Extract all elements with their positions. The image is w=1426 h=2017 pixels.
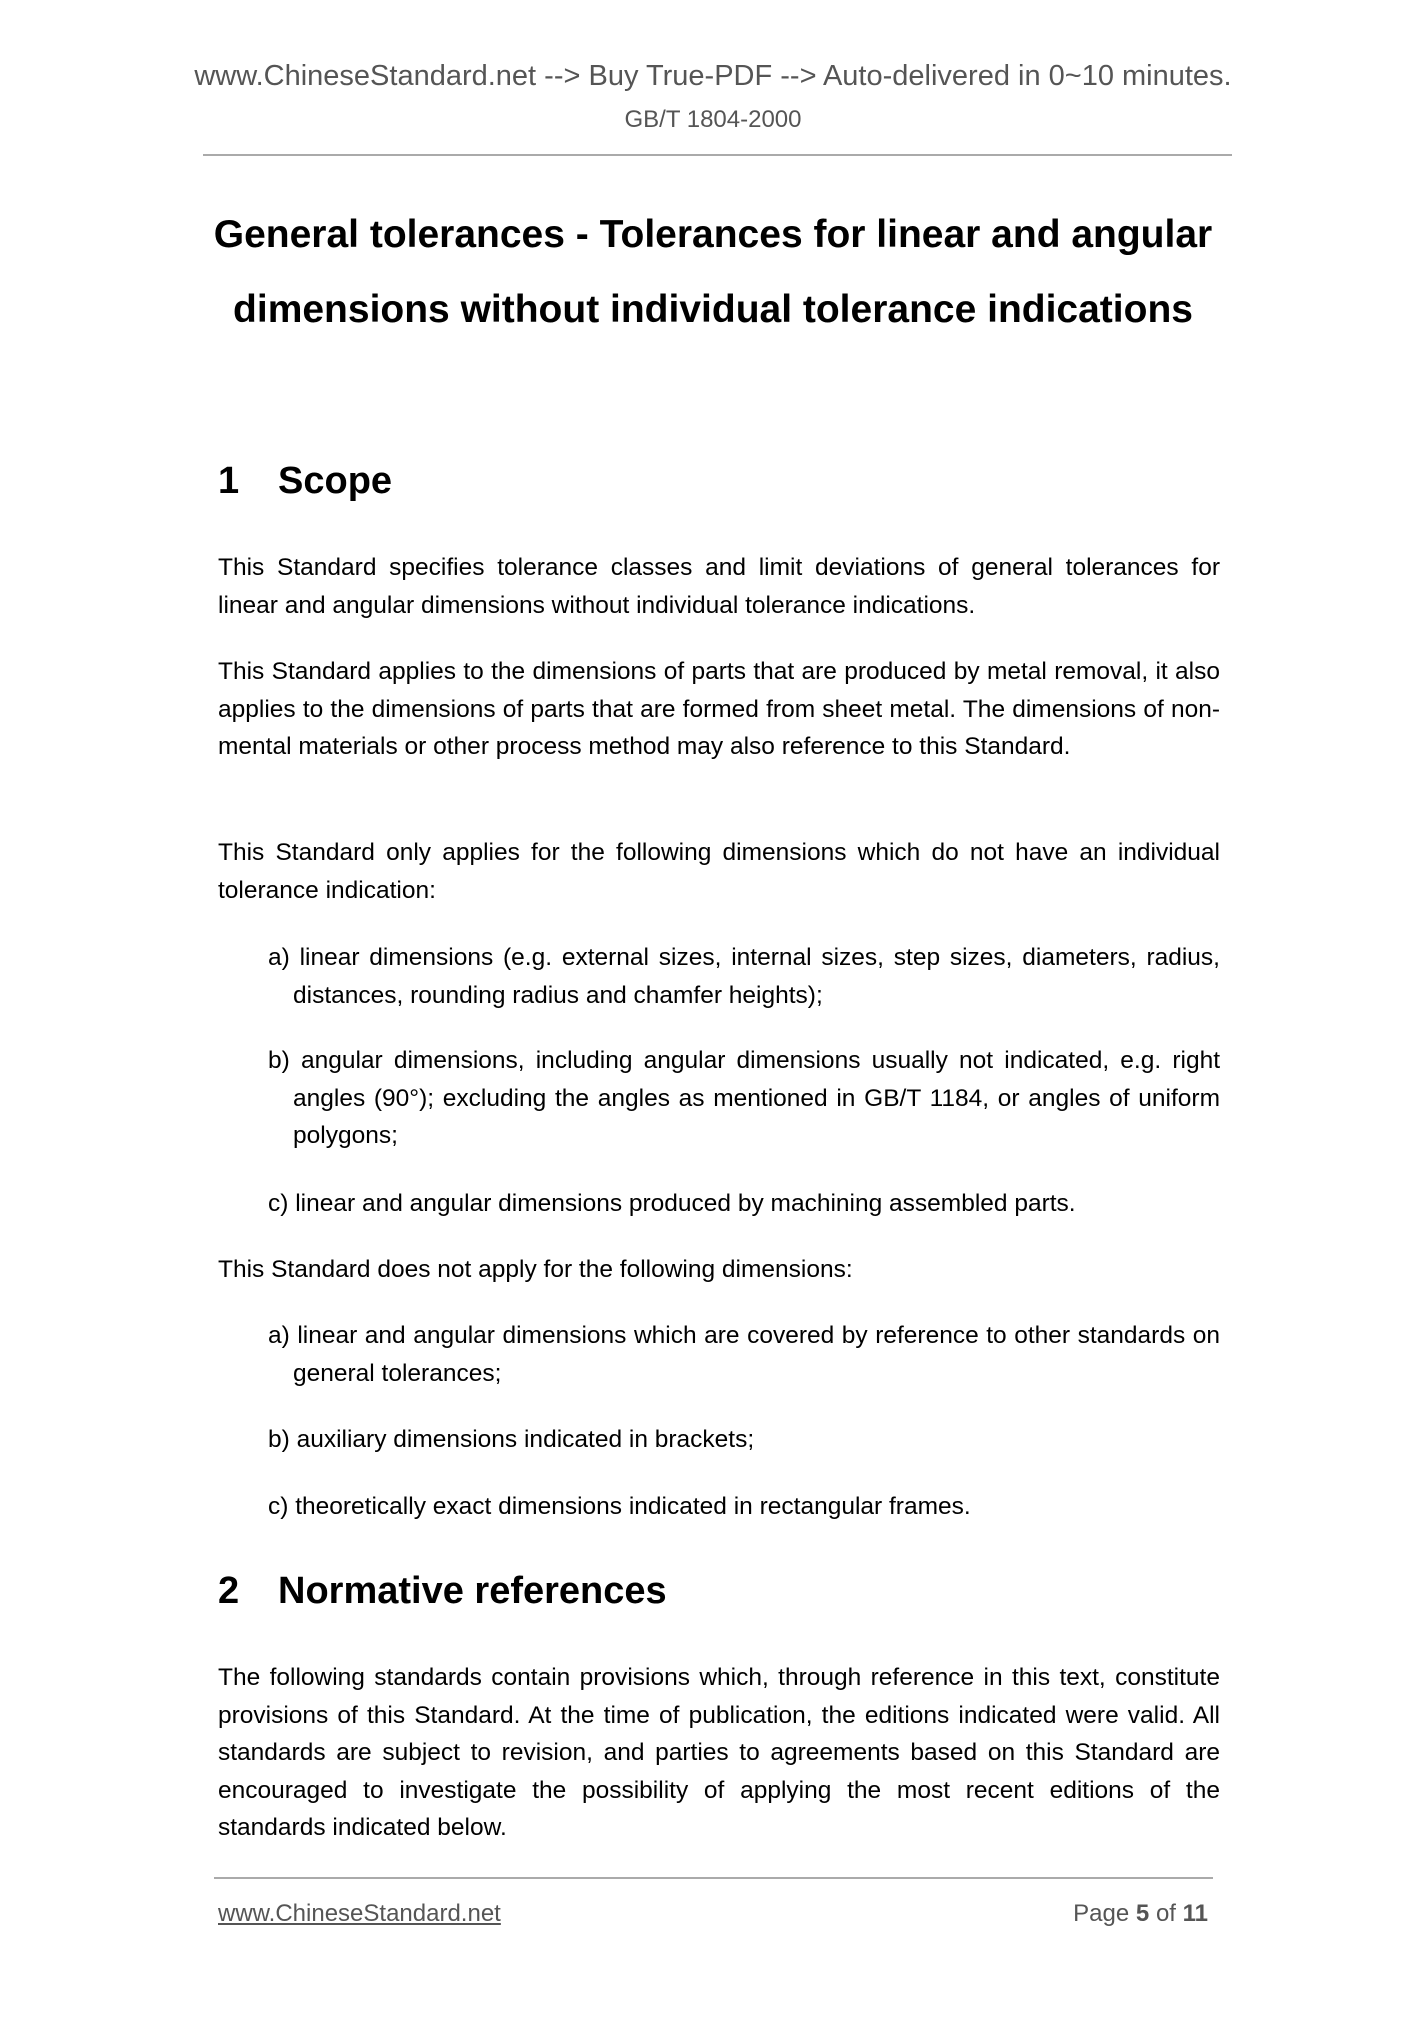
section-number: 1: [218, 460, 240, 502]
section-heading-scope: [218, 460, 392, 503]
section-title: Scope: [278, 460, 393, 502]
list-item: c) theoretically exact dimensions indicated in rectangular frames.: [268, 1493, 971, 1520]
paragraph: This Standard applies to the dimensions of parts that are produced by metal removal, it also applies to the dimensions of parts that are formed from sheet metal. The dimensions of non-mental materials or other process method may also reference to this Standard.: [218, 658, 1220, 761]
page-current: 5: [1135, 1900, 1150, 1927]
section-number: 2: [218, 1570, 240, 1612]
list-item: a) linear dimensions (e.g. external sizes, internal sizes, step sizes, diameters, radius, distances, rounding radius and chamfer heights);: [268, 944, 1220, 1009]
list-item: b) angular dimensions, including angular dimensions usually not indicated, e.g. right angles (90°); excluding the angles as mentioned in GB/T 1184, or angles of uniform polygons;: [268, 1047, 1220, 1150]
footer-link[interactable]: www.ChineseStandard.net: [218, 1900, 501, 1927]
document-title-line1: General tolerances - Tolerances for linear and angular: [213, 213, 1213, 256]
page-prefix: Page: [1073, 1900, 1130, 1927]
paragraph: This Standard only applies for the following dimensions which do not have an individual tolerance indication:: [218, 839, 1220, 904]
list-item: b) auxiliary dimensions indicated in brackets;: [268, 1426, 755, 1453]
page-total: 11: [1182, 1900, 1208, 1927]
section-title: Normative references: [278, 1570, 667, 1612]
section-heading-normative-references: [218, 1570, 667, 1613]
footer-link-wrap: [218, 1900, 501, 1928]
footer-divider: [214, 1877, 1213, 1879]
paragraph: This Standard does not apply for the following dimensions:: [218, 1256, 853, 1283]
header-divider: [203, 154, 1232, 156]
header-banner: www.ChineseStandard.net --> Buy True-PDF --> Auto-delivered in 0~10 minutes.: [194, 60, 1232, 92]
document-title-line2: dimensions without individual tolerance indications: [233, 288, 1193, 331]
standard-code: GB/T 1804-2000: [624, 106, 802, 133]
page-indicator: [1073, 1900, 1208, 1928]
page-of: of: [1155, 1900, 1176, 1927]
paragraph: This Standard specifies tolerance classes and limit deviations of general tolerances for linear and angular dimensions without individual tolerance indications.: [218, 554, 1220, 619]
list-item: c) linear and angular dimensions produced by machining assembled parts.: [268, 1190, 1076, 1217]
list-item: a) linear and angular dimensions which are covered by reference to other standards on general tolerances;: [268, 1322, 1220, 1387]
paragraph: The following standards contain provisions which, through reference in this text, constitute provisions of this Standard. At the time of publication, the editions indicated were valid. All standards are subject to revision, and parties to agreements based on this Standard are encouraged to investigate the possibility of applying the most recent editions of the standards indicated below.: [218, 1664, 1220, 1842]
